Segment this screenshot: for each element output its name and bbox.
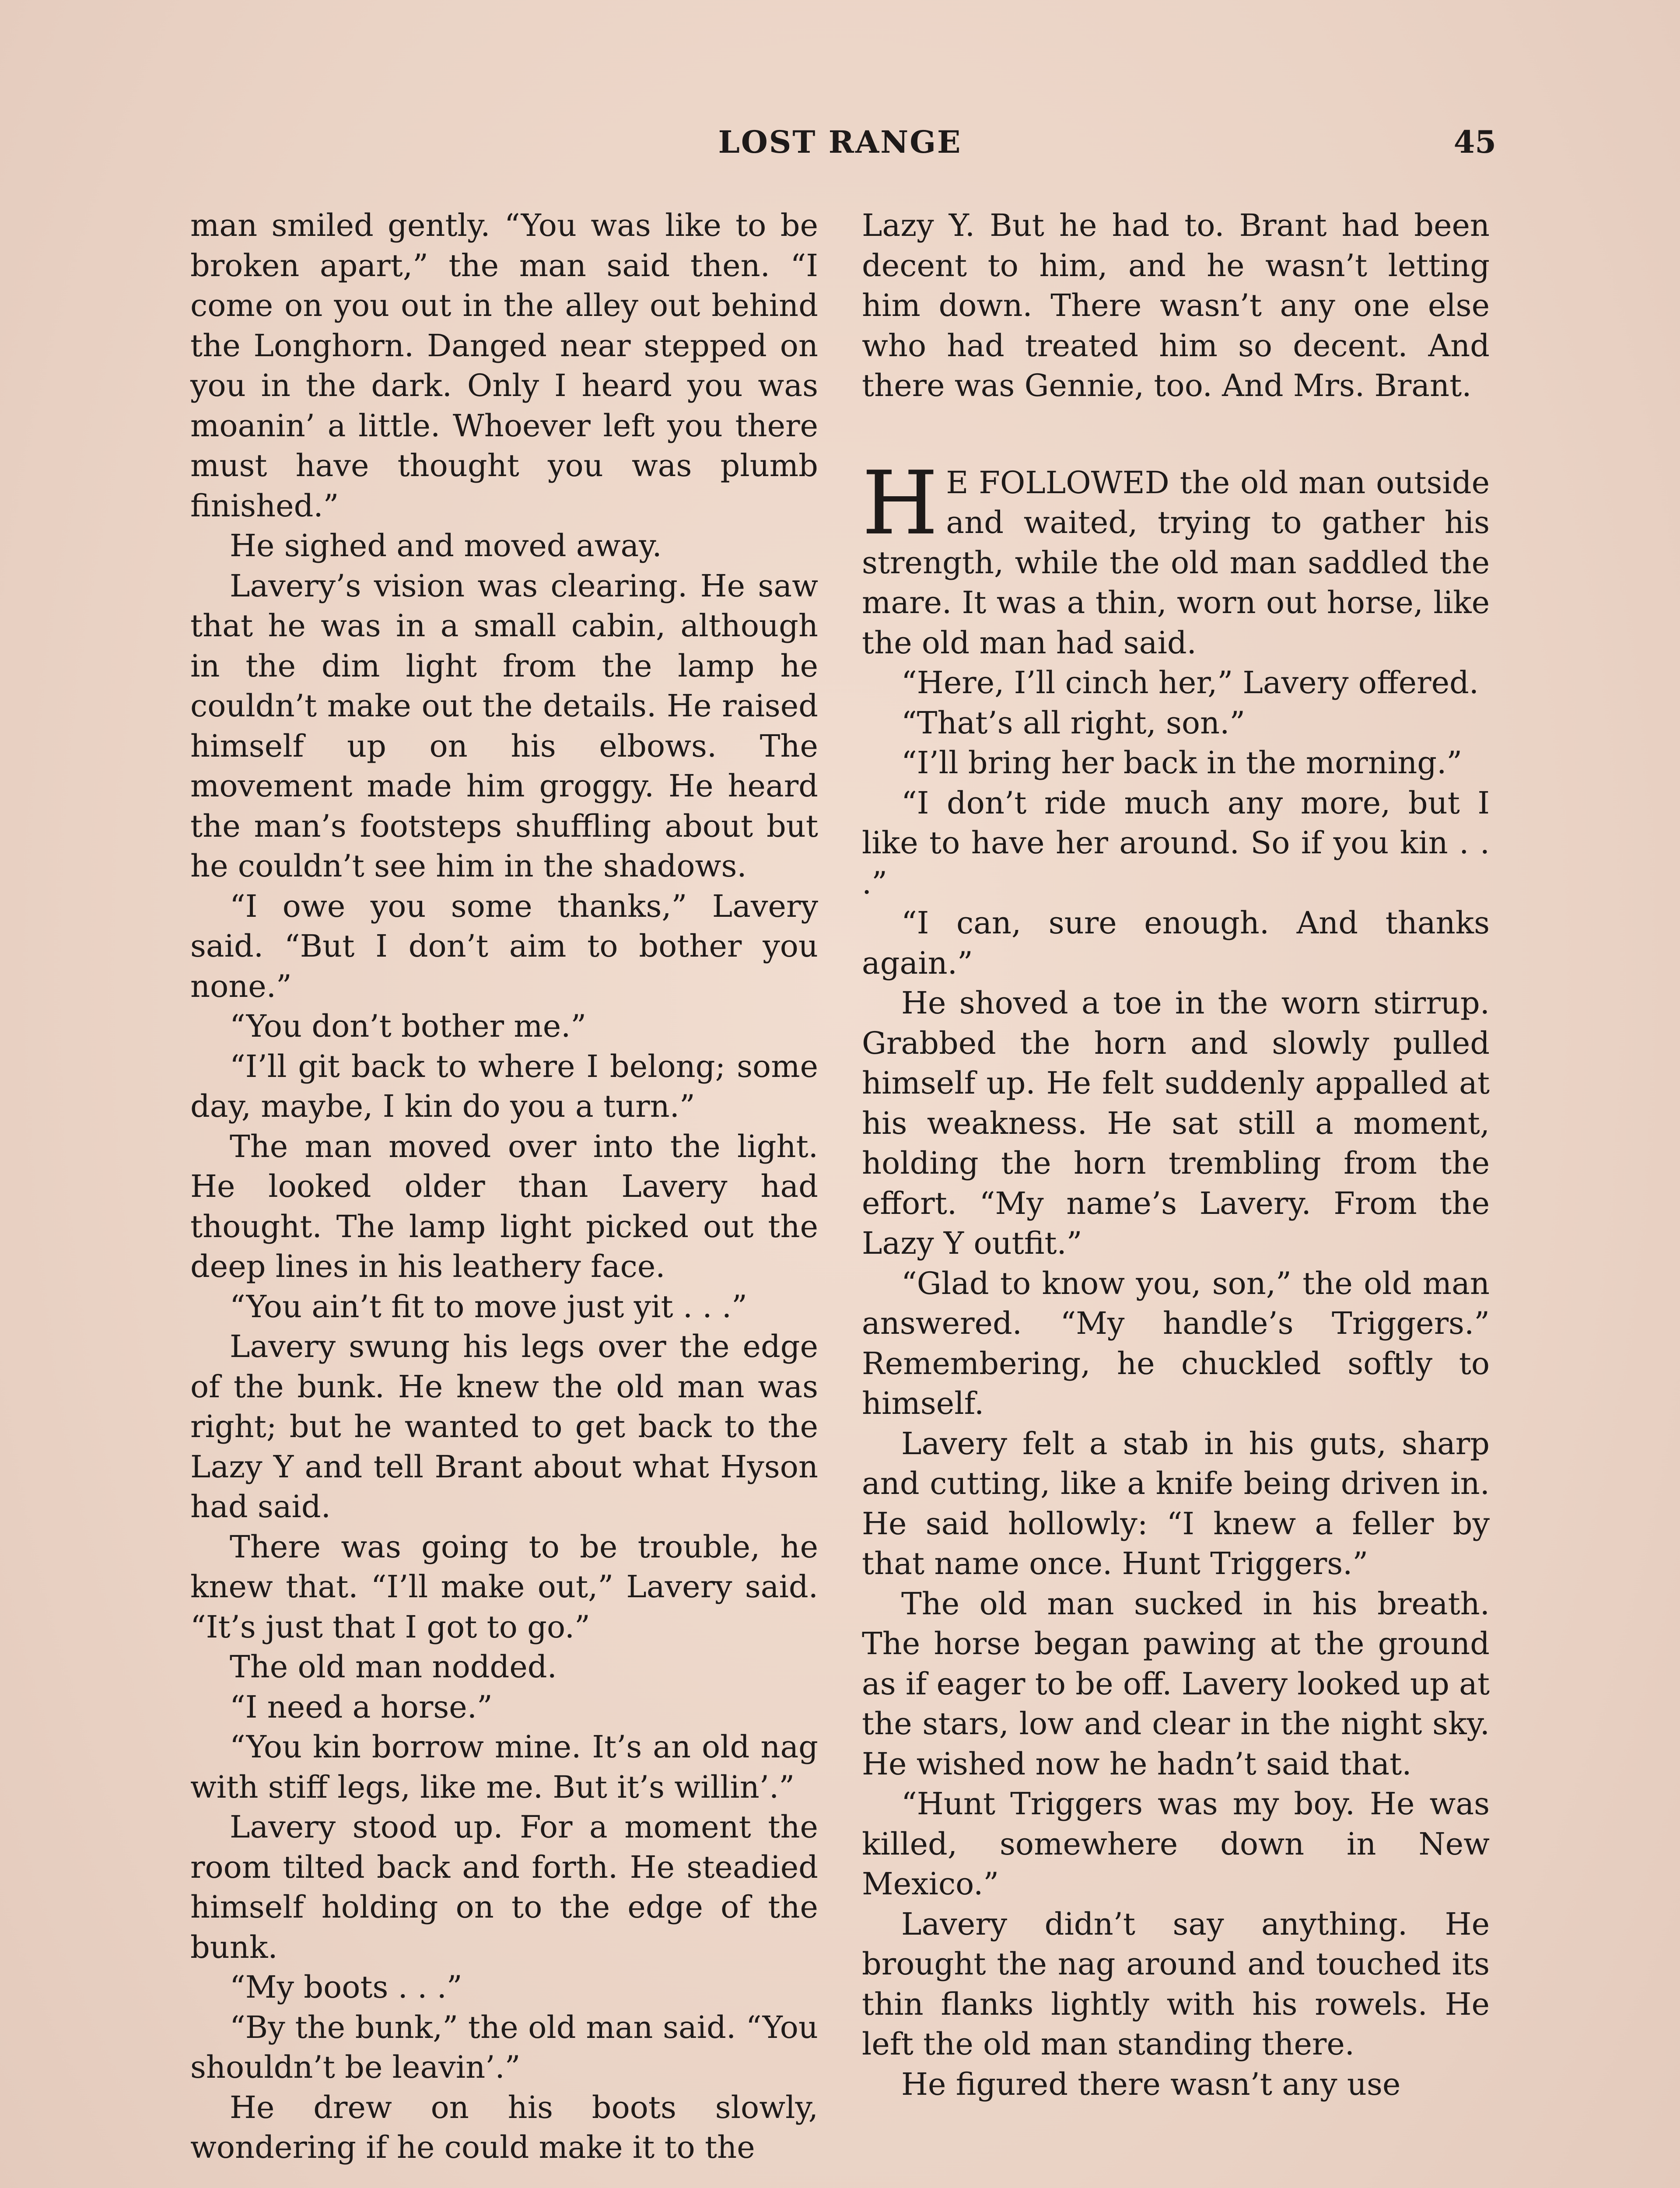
paragraph: “You ain’t fit to move just yit . . .” bbox=[230, 1288, 747, 1325]
drop-cap: H bbox=[862, 452, 938, 554]
left-column bbox=[190, 206, 818, 2168]
paragraph: Lazy Y. But he had to. Brant had been decent to him, and he wasn’t letting him down. There wasn’t any one else who had treated him so decent. And there was Gennie, too. And Mrs. Brant. bbox=[862, 207, 1490, 403]
paragraph: “Glad to know you, son,” the old man answered. “My handle’s Triggers.” Remembering, he chuckled softly to himself. bbox=[862, 1265, 1490, 1421]
right-column bbox=[862, 206, 1490, 2104]
paragraph: “That’s all right, son.” bbox=[901, 705, 1246, 741]
paragraph: Lavery felt a stab in his guts, sharp and cutting, like a knife being driven in. He said hollowly: “I knew a feller by that name once. Hunt Triggers.” bbox=[862, 1425, 1490, 1581]
running-title: LOST RANGE bbox=[718, 124, 962, 160]
paragraph: Lavery stood up. For a moment the room tilted back and forth. He steadied himself holding on to the edge of the bunk. bbox=[190, 1809, 818, 1965]
paragraph: The old man sucked in his breath. The horse began pawing at the ground as if eager to be off. Lavery looked up at the stars, low and clear in the night sky. He wished now he hadn’t said that. bbox=[862, 1585, 1490, 1782]
running-head bbox=[184, 118, 1496, 166]
paragraph: man smiled gently. “You was like to be broken apart,” the man said then. “I come on you out in the alley out behind the Longhorn. Danged near stepped on you in the dark. Only I heard you was moanin’ a little. Whoever left you there must have thought you was plumb finished.” bbox=[190, 207, 818, 524]
section-opening-paragraph bbox=[862, 452, 1490, 663]
paragraph: Lavery swung his legs over the edge of the bunk. He knew the old man was right; but he wanted to get back to the Lazy Y and tell Brant about what Hyson had said. bbox=[190, 1329, 818, 1525]
paragraph: “You kin borrow mine. It’s an old nag with stiff legs, like me. But it’s willin’.” bbox=[190, 1729, 818, 1805]
paragraph: “I’ll bring her back in the morning.” bbox=[901, 745, 1463, 781]
paragraph: The old man nodded. bbox=[230, 1649, 557, 1685]
paragraph: There was going to be trouble, he knew that. “I’ll make out,” Lavery said. “It’s just that I got to go.” bbox=[190, 1529, 818, 1645]
paragraph: The man moved over into the light. He looked older than Lavery had thought. The lamp light picked out the deep lines in his leathery face. bbox=[190, 1128, 818, 1284]
paragraph: “I can, sure enough. And thanks again.” bbox=[862, 905, 1490, 981]
paragraph: Lavery’s vision was clearing. He saw that he was in a small cabin, although in the dim light from the lamp he couldn’t make out the details. He raised himself up on his elbows. The movement made him groggy. He heard the man’s footsteps shuffling about but he couldn’t see him in the shadows. bbox=[190, 568, 818, 884]
paragraph: Lavery didn’t say anything. He brought the nag around and touched its thin flanks lightly with his rowels. He left the old man standing there. bbox=[862, 1906, 1490, 2062]
paragraph: “By the bunk,” the old man said. “You shouldn’t be leavin’.” bbox=[190, 2009, 818, 2085]
paragraph: He shoved a toe in the worn stirrup. Grabbed the horn and slowly pulled himself up. He felt suddenly appalled at his weakness. He sat still a moment, holding the horn trembling from the effort. “My name’s Lavery. From the Lazy Y outfit.” bbox=[862, 985, 1490, 1261]
paragraph: He drew on his boots slowly, wondering if he could make it to the bbox=[190, 2089, 818, 2165]
paragraph: He figured there wasn’t any use bbox=[901, 2066, 1401, 2102]
paragraph: “I need a horse.” bbox=[230, 1689, 493, 1725]
paragraph: “Hunt Triggers was my boy. He was killed, somewhere down in New Mexico.” bbox=[862, 1786, 1490, 1902]
section-opening-text: E FOLLOWED the old man outside and waited, trying to gather his strength, while the old man saddled the mare. It was a thin, worn out horse, like the old man had said. bbox=[862, 464, 1490, 661]
paragraph: “You don’t bother me.” bbox=[230, 1008, 587, 1044]
page-number: 45 bbox=[1453, 124, 1496, 160]
paragraph: “I’ll git back to where I belong; some day, maybe, I kin do you a turn.” bbox=[190, 1048, 818, 1124]
paragraph: “I owe you some thanks,” Lavery said. “But I don’t aim to bother you none.” bbox=[190, 888, 818, 1004]
paragraph: “I don’t ride much any more, but I like to have her around. So if you kin . . .” bbox=[862, 785, 1490, 901]
paragraph: He sighed and moved away. bbox=[230, 528, 662, 564]
paragraph: “My boots . . .” bbox=[230, 1969, 462, 2005]
paragraph: “Here, I’ll cinch her,” Lavery offered. bbox=[901, 665, 1479, 701]
